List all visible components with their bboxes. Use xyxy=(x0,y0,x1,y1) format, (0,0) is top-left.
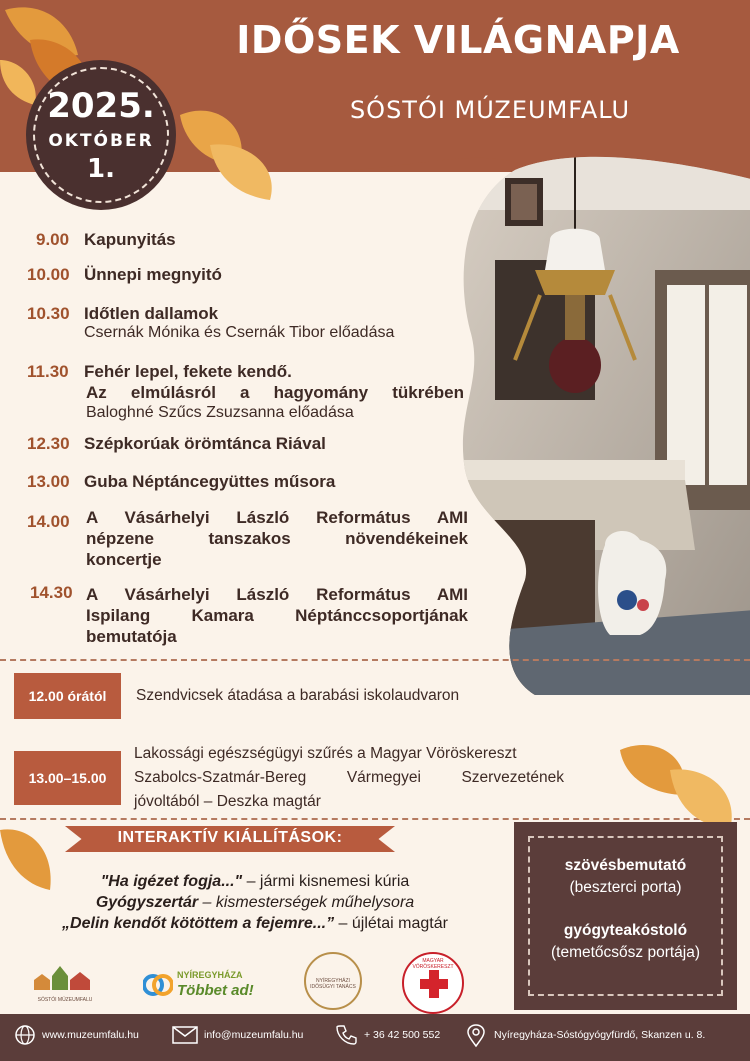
program-title-line: Az elmúlásról a hagyomány tükrében xyxy=(86,383,464,402)
footer-website[interactable]: www.muzeumfalu.hu xyxy=(42,1029,139,1041)
email-icon xyxy=(172,1026,198,1044)
program-time: 12.30 xyxy=(27,434,70,453)
program-title-line: Ispilang Kamara Néptánccsoportjának xyxy=(86,606,468,625)
autumn-leaves-decoration xyxy=(170,95,290,205)
event-description: Szendvicsek átadása a barabási iskolaudvaron xyxy=(136,687,460,704)
exhibit-item xyxy=(20,915,490,933)
village-icon xyxy=(30,962,100,992)
exhibit-item xyxy=(20,894,490,912)
seniors-council-text: NYÍREGYHÁZI IDŐSÜGYI TANÁCS xyxy=(310,978,356,990)
footer-email[interactable]: info@muzeumfalu.hu xyxy=(204,1029,304,1041)
program-time: 11.30 xyxy=(27,362,69,381)
location-pin-icon xyxy=(466,1024,486,1048)
phone-icon xyxy=(335,1024,357,1046)
city-name: NYÍREGYHÁZA xyxy=(177,970,243,980)
exhibit-place: – jármi kisnemesi kúria xyxy=(242,873,410,890)
city-slogan: Többet ad! xyxy=(177,982,254,999)
event-description-line: jóvoltából – Deszka magtár xyxy=(134,793,321,810)
program-performer: Csernák Mónika és Csernák Tibor előadása xyxy=(84,324,395,341)
program-title: Időtlen dallamok xyxy=(84,304,219,323)
program-title-line: koncertje xyxy=(86,550,162,569)
exhibit-name: Gyógyszertár xyxy=(95,894,199,911)
program-time: 10.00 xyxy=(27,265,70,284)
program-performer: Baloghné Szűcs Zsuzsanna előadása xyxy=(86,404,354,421)
event-time-badge: 12.00 órától xyxy=(14,673,121,719)
demo-place: (beszterci porta) xyxy=(569,879,682,896)
program-time: 9.00 xyxy=(36,230,70,249)
program-title-line: bemutatója xyxy=(86,627,177,646)
interactive-title: INTERAKTÍV KIÁLLÍTÁSOK: xyxy=(117,829,343,846)
program-title: Ünnepi megnyitó xyxy=(84,265,222,284)
program-title: Kapunyitás xyxy=(84,230,176,249)
event-time-badge: 13.00–15.00 xyxy=(14,751,121,805)
interior-lamp-photo xyxy=(455,150,750,695)
demo-place: (temetőcsősz portája) xyxy=(550,944,701,961)
exhibit-place: – újlétai magtár xyxy=(334,915,448,932)
program-title: Guba Néptáncegyüttes műsora xyxy=(84,472,336,491)
venue-subtitle: SÓSTÓI MÚZEUMFALU xyxy=(349,96,631,124)
museum-logo xyxy=(30,962,100,1002)
program-title: Szépkorúak örömtánca Riával xyxy=(84,434,326,453)
program-time: 14.00 xyxy=(27,512,70,531)
museum-logo-text: SÓSTÓI MÚZEUMFALU xyxy=(37,997,93,1003)
demo-title: szövésbemutató xyxy=(564,857,687,874)
seniors-council-logo xyxy=(304,952,362,1010)
globe-icon xyxy=(14,1024,36,1046)
red-cross-icon xyxy=(420,970,448,998)
city-mark-icon xyxy=(143,968,173,1002)
program-title: Fehér lepel, fekete kendő. xyxy=(84,362,292,381)
section-divider xyxy=(0,659,750,661)
exhibit-item xyxy=(20,873,490,891)
exhibit-name: „Delin kendőt kötöttem a fejemre...” xyxy=(62,915,335,932)
event-title: IDŐSEK VILÁGNAPJA xyxy=(236,18,680,62)
program-title-line: népzene tanszakos növendékeinek xyxy=(86,529,468,548)
exhibit-place: – kismesterségek műhelysora xyxy=(198,894,415,911)
program-time: 10.30 xyxy=(27,304,70,323)
nyiregyhaza-logo xyxy=(143,966,261,1006)
date-day: 1. xyxy=(87,154,115,184)
footer-address: Nyíregyháza-Sóstógyógyfürdő, Skanzen u. 8. xyxy=(494,1029,706,1041)
red-cross-logo xyxy=(402,952,464,1014)
date-month: OKTÓBER xyxy=(48,131,154,151)
program-title-line: A Vásárhelyi László Református AMI xyxy=(86,585,468,604)
demo-title: gyógyteakóstoló xyxy=(563,922,688,939)
date-year: 2025. xyxy=(47,86,155,126)
event-description-line: Szabolcs-Szatmár-Bereg Vármegyei Szervezetének xyxy=(134,769,564,786)
program-title-line: A Vásárhelyi László Református AMI xyxy=(86,508,468,527)
event-description-line: Lakossági egészségügyi szűrés a Magyar Vöröskereszt xyxy=(134,745,517,762)
program-time: 14.30 xyxy=(30,583,73,602)
program-time: 13.00 xyxy=(27,472,70,491)
red-cross-text: MAGYAR VÖRÖSKERESZT xyxy=(412,958,454,970)
exhibit-name: "Ha igézet fogja..." xyxy=(100,873,243,890)
footer-phone[interactable]: + 36 42 500 552 xyxy=(364,1029,441,1041)
